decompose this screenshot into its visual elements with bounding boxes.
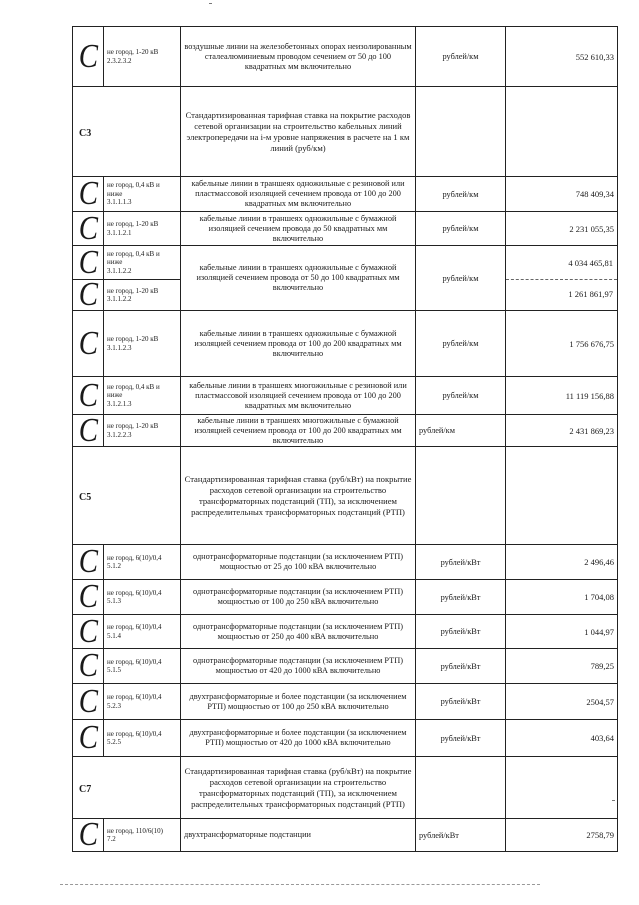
table-row (73, 311, 618, 377)
bottom-scan-line (60, 884, 540, 885)
unit-cell: рублей/км (416, 415, 506, 447)
description-cell: кабельные линии в траншеях одножильные с бумажной изоляцией сечением провода от 100 до 200 квадратных мм включительно (181, 311, 416, 377)
table-row (73, 819, 618, 852)
voltage-level: не город, 1-20 кВ (107, 48, 159, 56)
code-cell (73, 415, 104, 447)
item-number: 3.1.1.2.1 (107, 228, 132, 237)
code-cell (73, 580, 104, 615)
description-cell: однотрансформаторные подстанции (за исключением РТП) мощностью от 100 до 250 кВА включительно (181, 580, 416, 615)
code-cell (73, 377, 104, 415)
unit-cell: рублей/кВт (416, 684, 506, 720)
voltage-level-cell (104, 684, 181, 720)
voltage-level: не город, 0,4 кВ и (107, 181, 160, 190)
section-description: Стандартизированная тарифная ставка (руб/кВт) на покрытие расходов сетевой организации на строительство трансформаторных подстанций (ТП), за исключением распределительных трансформаторных подстанций (РТП) (181, 757, 416, 819)
code-cell (73, 177, 104, 212)
scan-speck (209, 3, 212, 4)
table-row (73, 177, 618, 212)
item-number: 5.2.3 (107, 701, 121, 710)
empty-cell (416, 447, 506, 545)
table-row (73, 377, 618, 415)
voltage-level-cell (104, 177, 181, 212)
description-cell: двухтрансформаторные и более подстанции (за исключением РТП) мощностью от 420 до 1000 кВА включительно (181, 720, 416, 757)
section-header-row (73, 757, 618, 819)
unit-cell: рублей/кВт (416, 615, 506, 649)
section-header-row (73, 447, 618, 545)
c-letter: C (78, 414, 98, 447)
voltage-level: не город, 6(10)/0,4 (107, 729, 162, 738)
value-cell: 11 119 156,88 (506, 377, 618, 415)
value-cell: 403,64 (506, 720, 618, 757)
table-row (73, 27, 618, 87)
c-letter: C (78, 245, 98, 280)
table-row (73, 212, 618, 246)
code-cell (73, 27, 104, 87)
voltage-level: не город, 6(10)/0,4 (107, 553, 162, 562)
code-cell (73, 649, 104, 684)
voltage-level-cell (104, 212, 181, 246)
category-code: C3 (79, 127, 92, 139)
voltage-level: не город, 6(10)/0,4 (107, 693, 162, 701)
item-number: 5.1.2 (107, 562, 121, 570)
voltage-level-cell (104, 545, 181, 580)
voltage-level: не город, 6(10)/0,4 (107, 623, 162, 631)
voltage-level-cell (104, 415, 181, 447)
voltage-level-cont: ниже (107, 258, 123, 267)
item-number: 5.1.4 (107, 631, 121, 640)
item-number: 7.2 (107, 835, 116, 843)
item-number: 3.1.1.2.2 (107, 266, 132, 275)
item-number: 5.2.5 (107, 738, 121, 746)
value-cell: 1 756 676,75 (506, 311, 618, 377)
c-letter: C (78, 37, 98, 75)
c-letter: C (78, 376, 98, 414)
code-cell (73, 311, 104, 377)
scan-speck (612, 800, 615, 801)
item-number: 2.3.2.3.2 (107, 56, 132, 65)
c-letter: C (78, 544, 98, 580)
empty-cell (506, 447, 618, 545)
item-number: 3.1.1.2.3 (107, 343, 132, 352)
voltage-level: не город, 6(10)/0,4 (107, 588, 162, 597)
unit-cell: рублей/км (416, 246, 506, 311)
code-cell (73, 545, 104, 580)
description-cell: однотрансформаторные подстанции (за исключением РТП) мощностью от 250 до 400 кВА включительно (181, 615, 416, 649)
code-cell (73, 720, 104, 757)
unit-cell: рублей/км (416, 311, 506, 377)
description-cell: кабельные линии в траншеях одножильные с резиновой или пластмассовой изоляцией сечением провода от 100 до 200 квадратных мм включительно (181, 177, 416, 212)
table-row (73, 684, 618, 720)
value-cell: 2504,57 (506, 684, 618, 720)
voltage-level-cell (104, 615, 181, 649)
code-cell (73, 615, 104, 649)
voltage-level-cont: ниже (107, 189, 123, 198)
voltage-level: не город, 110/6(10) (107, 826, 164, 835)
voltage-level: не город, 0,4 кВ и (107, 249, 160, 258)
value-upper: 4 034 465,81 (568, 257, 613, 268)
table-row (73, 720, 618, 757)
voltage-level: не город, 1-20 кВ (107, 220, 159, 228)
description-cell: воздушные линии на железобетонных опорах неизолированным сталеалюминиевым проводом сечением от 50 до 100 квадратных мм включительно (181, 27, 416, 87)
item-number: 5.1.5 (107, 666, 121, 674)
voltage-level-cell (104, 377, 181, 415)
unit-cell: рублей/кВт (416, 545, 506, 580)
unit-cell: рублей/кВт (416, 720, 506, 757)
description-cell: однотрансформаторные подстанции (за исключением РТП) мощностью от 25 до 100 кВА включительно (181, 545, 416, 580)
description-cell: двухтрансформаторные и более подстанции (за исключением РТП) мощностью от 100 до 250 кВА включительно (181, 684, 416, 720)
item-number: 3.1.1.1.3 (107, 198, 132, 207)
voltage-level-cont: ниже (107, 391, 123, 400)
voltage-level: не город, 1-20 кВ (107, 286, 159, 295)
empty-cell (416, 87, 506, 177)
description-cell: кабельные линии в траншеях многожильные с резиновой или пластмассовой изоляцией сечением провода от 100 до 200 квадратных мм включительно (181, 377, 416, 415)
voltage-level: не город, 1-20 кВ (107, 335, 159, 343)
value-cell: 2 431 869,23 (506, 415, 618, 447)
voltage-level-cell (104, 580, 181, 615)
code-cell (73, 684, 104, 720)
item-number: 3.1.2.2.3 (107, 430, 132, 439)
voltage-level-cell (104, 311, 181, 377)
c-letter: C (78, 648, 98, 684)
description-cell: кабельные линии в траншеях одножильные с бумажной изоляцией сечением провода от 50 до 100 квадратных мм включительно (181, 246, 416, 311)
c-letter: C (78, 683, 98, 720)
section-header-row (73, 87, 618, 177)
voltage-level-cell (104, 280, 181, 311)
category-code: C5 (79, 491, 92, 503)
table-row (73, 649, 618, 684)
split-value-cell (506, 246, 618, 311)
table-row (73, 415, 618, 447)
c-letter: C (78, 614, 98, 649)
table-row (73, 615, 618, 649)
value-lower: 1 261 861,97 (568, 289, 613, 299)
unit-cell: рублей/кВт (416, 819, 506, 852)
c-letter: C (78, 324, 98, 362)
c-letter: C (78, 279, 98, 311)
description-cell: кабельные линии в траншеях одножильные с бумажной изоляцией сечением провода до 50 квадратных мм включительно (181, 212, 416, 246)
code-cell (73, 280, 104, 311)
item-number: 5.1.3 (107, 597, 121, 605)
unit-cell: рублей/км (416, 377, 506, 415)
code-cell (73, 819, 104, 852)
unit-cell: рублей/км (416, 27, 506, 87)
c-letter: C (78, 818, 98, 852)
code-cell (73, 212, 104, 246)
table-row (73, 580, 618, 615)
section-description: Стандартизированная тарифная ставка (руб/кВт) на покрытие расходов сетевой организации на строительство трансформаторных подстанций (ТП), за исключением распределительных трансформаторных подстанций (РТП) (181, 447, 416, 545)
voltage-level: не город, 0,4 кВ и (107, 382, 160, 391)
description-cell: двухтрансформаторные подстанции (181, 819, 416, 852)
value-cell: 552 610,33 (506, 27, 618, 87)
table-row (73, 545, 618, 580)
unit-cell: рублей/кВт (416, 580, 506, 615)
value-cell: 789,25 (506, 649, 618, 684)
voltage-level-cell (104, 246, 181, 280)
tariff-table (72, 26, 618, 852)
value-cell: 2 231 055,35 (506, 212, 618, 246)
item-number: 3.1.2.1.3 (107, 399, 132, 408)
value-cell: 1 044,97 (506, 615, 618, 649)
value-cell: 2758,79 (506, 819, 618, 852)
section-description: Стандартизированная тарифная ставка на покрытие расходов сетевой организации на строительство кабельных линий электропередачи на i-м уровне напряжения в расчете на 1 км линий (руб/км) (181, 87, 416, 177)
value-cell: 2 496,46 (506, 545, 618, 580)
unit-cell: рублей/км (416, 212, 506, 246)
value-cell: 748 409,34 (506, 177, 618, 212)
item-number: 3.1.1.2.2 (107, 295, 132, 303)
unit-cell: рублей/км (416, 177, 506, 212)
description-cell: кабельные линии в траншеях многожильные с бумажной изоляцией сечением провода от 100 до 200 квадратных мм включительно (181, 415, 416, 447)
category-code: C7 (79, 783, 92, 795)
voltage-level-cell (104, 27, 181, 87)
unit-cell: рублей/кВт (416, 649, 506, 684)
code-cell (73, 246, 104, 280)
table-row (73, 246, 618, 280)
voltage-level-cell (104, 649, 181, 684)
value-cell: 1 704,08 (506, 580, 618, 615)
c-letter: C (78, 211, 98, 246)
voltage-level: не город, 1-20 кВ (107, 422, 159, 430)
category-cell (73, 87, 181, 177)
c-letter: C (78, 719, 98, 756)
voltage-level: не город, 6(10)/0,4 (107, 657, 162, 666)
empty-cell (506, 757, 618, 819)
empty-cell (506, 87, 618, 177)
voltage-level-cell (104, 819, 181, 852)
voltage-level-cell (104, 720, 181, 757)
empty-cell (416, 757, 506, 819)
category-cell (73, 757, 181, 819)
c-letter: C (78, 176, 98, 212)
c-letter: C (78, 579, 98, 615)
category-cell (73, 447, 181, 545)
description-cell: однотрансформаторные подстанции (за исключением РТП) мощностью от 420 до 1000 кВА включительно (181, 649, 416, 684)
